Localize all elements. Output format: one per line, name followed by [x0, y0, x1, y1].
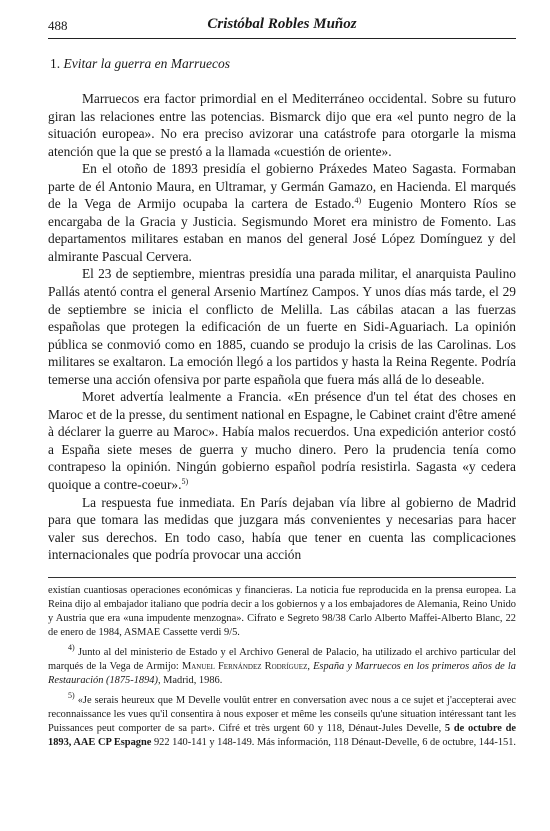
section-heading — [50, 56, 516, 72]
running-head: Cristóbal Robles Muñoz — [207, 16, 357, 32]
footnote-5: $^{5)}$ «Je serais heureux que M Develle voulût entrer en conversation avec nous a ce sujet et j'accepterai avec reconnaissance les vues qu'il consentira à nous exposer et même les conseils qu'une situation intéressant tant les Puissances peut comporter de sa part». Cifré et très urgent 60 y 118, Dénaut-Jules Develle, 5 de octubre de 1893, AAE CP Espagne 922 140-141 y 148-149. Más información, 118 Dénaut-Develle, 6 de octubre, 144-151. — [48, 690, 517, 748]
footnote-mark: 4) — [68, 642, 75, 652]
book-page — [48, 14, 516, 756]
footnote-book-title: España y Marruecos en los primeros años de la Restauración (1875-1894) — [48, 660, 517, 686]
footnotes — [48, 584, 516, 750]
paragraph: La respuesta fue inmediata. En París dejaban vía libre al gobierno de Madrid para que tomara las medidas que juzgara más convenientes y necesarias para hacer valer sus derechos. En todo caso, había que tener en cuenta las complicaciones internacionales que podría provocar una acción — [48, 494, 516, 563]
page-number: 488 — [48, 18, 68, 33]
paragraph: Marruecos era factor primordial en el Mediterráneo occidental. Sobre su futuro giran las relaciones entre las potencias. Bismarck dijo que era «el punto negro de la situación europea». No era preciso avizorar una catástrofe para otorgarle la misma atención que la que se prestó a la llamada «cuestión de oriente». — [48, 91, 516, 159]
footnote-rule — [48, 577, 516, 578]
body-text — [48, 90, 516, 564]
footnote-ref: 5) — [181, 477, 189, 487]
footnote-4: $^{4)}$ Junto al del ministerio de Estado y el Archivo General de Palacio, ha utilizado el archivo particular del marqués de la Vega de Armijo: Manuel Fernández Rodríguez, España y Marruecos en los primeros años de la Restauración (1875-1894), Madrid, 1986. — [48, 642, 517, 686]
footnote-continuation: existían cuantiosas operaciones económicas y financieras. La noticia fue reproducida en la prensa europea. La Reina dijo al embajador italiano que podría decir a los gobiernos y a los embajadores de Alemania, Reino Unido y Austria que era «una impudente menzogna». Cifrato e Segreto 98/38 Carlo Alberto Maffei-Alberto Blanc, 22 de enero de 1984, ASMAE Cassette verdi 9/5. — [48, 584, 516, 638]
section-title: Evitar la guerra en Marruecos — [63, 56, 230, 71]
paragraph: El 23 de septiembre, mientras presidía una parada militar, el anarquista Paulino Pallás atentó contra el general Arsenio Martínez Campos. Y unos días más tarde, el 29 de septiembre se inicia el conflicto de Melilla. Las cábilas atacan a las fuerzas españolas que protegen la edificación de un fuerte en Sidi-Aguariach. La opinión pública se conmovió como en 1885, cuando se produjo la crisis de las Carolinas. Los militares se exaltaron. La emoción llegó a los partidos y hasta la Reina Regente. Podría temerse una acción ofensiva por parte española que fuera más allá de lo deseable. — [48, 266, 516, 387]
paragraph: Moret advertía lealmente a Francia. «En présence d'un tel état des choses en Maroc et de la presse, du sentiment national en Espagne, le Cabinet craint d'être amené à déclarer la guerre au Maroc». Había malos recuerdos. Una expedición anterior costó a España siete meses de guerra y mucho dinero. Pero la prudencia tenía como contrapeso la opinión. Ningún gobierno español podría resistirla. Sagasta «y cedera quoique a contre-coeur».$^{5)}$ — [48, 389, 516, 493]
footnote-author: Manuel Fernández Rodríguez, — [181, 660, 310, 672]
footnote-mark: 5) — [68, 690, 75, 700]
footnote-ref: 4) — [354, 196, 362, 206]
section-number: 1. — [50, 56, 61, 71]
paragraph: En el otoño de 1893 presidía el gobierno Práxedes Mateo Sagasta. Formaban parte de él Antonio Maura, en Ultramar, y Germán Gamazo, en Hacienda. El marqués de la Vega de Armijo ocupaba la cartera de Estado.$^{4)}$ Eugenio Montero Ríos se encargaba de la Gracia y Justicia. Segismundo Moret era ministro de Fomento. Las departamentos militares estaban en manos del general José López Domínguez y del almirante Pascual Cervera. — [48, 161, 517, 264]
header-rule — [48, 38, 516, 39]
page-header — [48, 14, 516, 38]
